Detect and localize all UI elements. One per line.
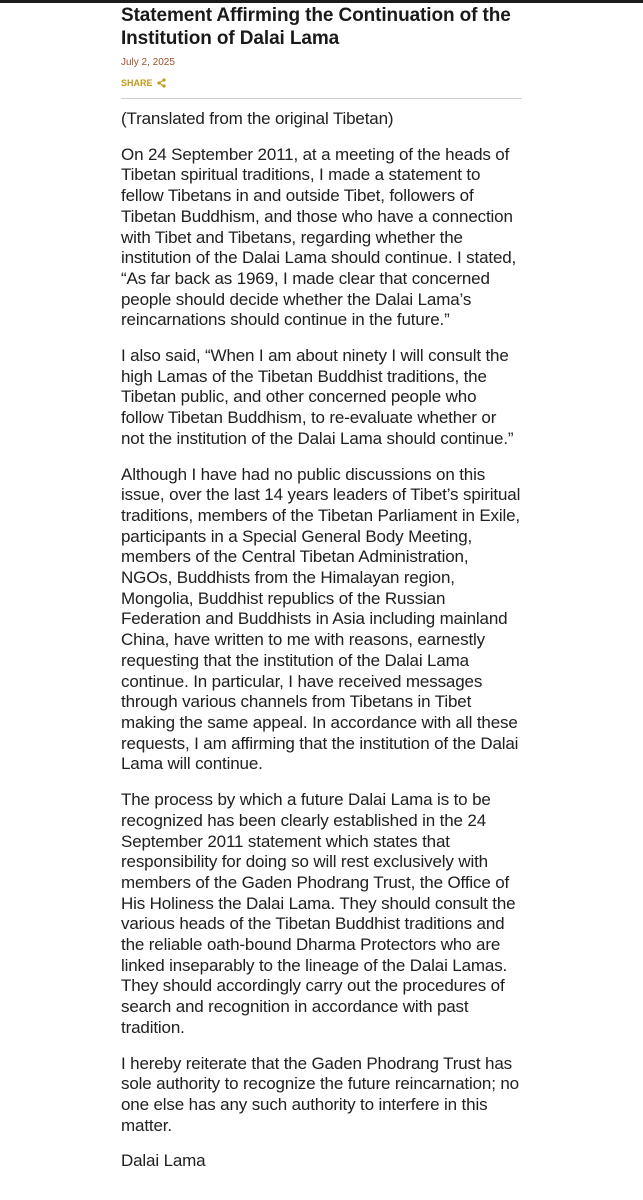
article-title: Statement Affirming the Continuation of the Institution of Dalai Lama (121, 5, 511, 49)
share-icon (157, 78, 166, 88)
signature: Dalai Lama (121, 1151, 206, 1171)
paragraph-1: On 24 September 2011, at a meeting of the heads of Tibetan spiritual traditions, I made a statement to fellow Tibetans in and outside Tibet, followers of Tibetan Buddhism, and those who have a connection with Tibet and Tibetans, regarding whether the institution of the Dalai Lama should continue. I stated, “As far back as 1969, I made clear that concerned people should decide whether the Dalai Lama’s reincarnations should continue in the future.” (121, 144, 517, 330)
article-date: July 2, 2025 (121, 57, 175, 68)
header-divider (121, 98, 522, 99)
share-button[interactable] (121, 77, 166, 89)
paragraph-translation-note: (Translated from the original Tibetan) (121, 109, 394, 128)
article-body (121, 109, 523, 1172)
paragraph-4: The process by which a future Dalai Lama is to be recognized has been clearly established in the 24 September 2011 statement which states that responsibility for doing so will rest exclusively with members of the Gaden Phodrang Trust, the Office of His Holiness the Dalai Lama. They should consult the various heads of the Tibetan Buddhist traditions and the reliable oath-bound Dharma Protectors who are linked inseparably to the lineage of the Dalai Lamas. They should accordingly carry out the procedures of search and recognition in accordance with past tradition. (121, 790, 516, 1037)
article (121, 4, 523, 1187)
top-border (0, 0, 643, 3)
paragraph-3: Although I have had no public discussions on this issue, over the last 14 years leaders of Tibet’s spiritual traditions, members of the Tibetan Parliament in Exile, participants in a Special General Body Meeting, members of the Central Tibetan Administration, NGOs, Buddhists from the Himalayan region, Mongolia, Buddhist republics of the Russian Federation and Buddhists in Asia including mainland China, have written to me with reasons, earnestly requesting that the institution of the Dalai Lama continue. In particular, I have received messages through various channels from Tibetans in Tibet making the same appeal. In accordance with all these requests, I am affirming that the institution of the Dalai Lama will continue. (121, 464, 521, 774)
share-label: SHARE (121, 78, 153, 88)
paragraph-5: I hereby reiterate that the Gaden Phodrang Trust has sole authority to recognize the future reincarnation; no one else has any such authority to interfere in this matter. (121, 1053, 519, 1135)
paragraph-2: I also said, “When I am about ninety I will consult the high Lamas of the Tibetan Buddhist traditions, the Tibetan public, and other concerned people who follow Tibetan Buddhism, to re-evaluate whether or not the institution of the Dalai Lama should continue.” (121, 346, 514, 448)
